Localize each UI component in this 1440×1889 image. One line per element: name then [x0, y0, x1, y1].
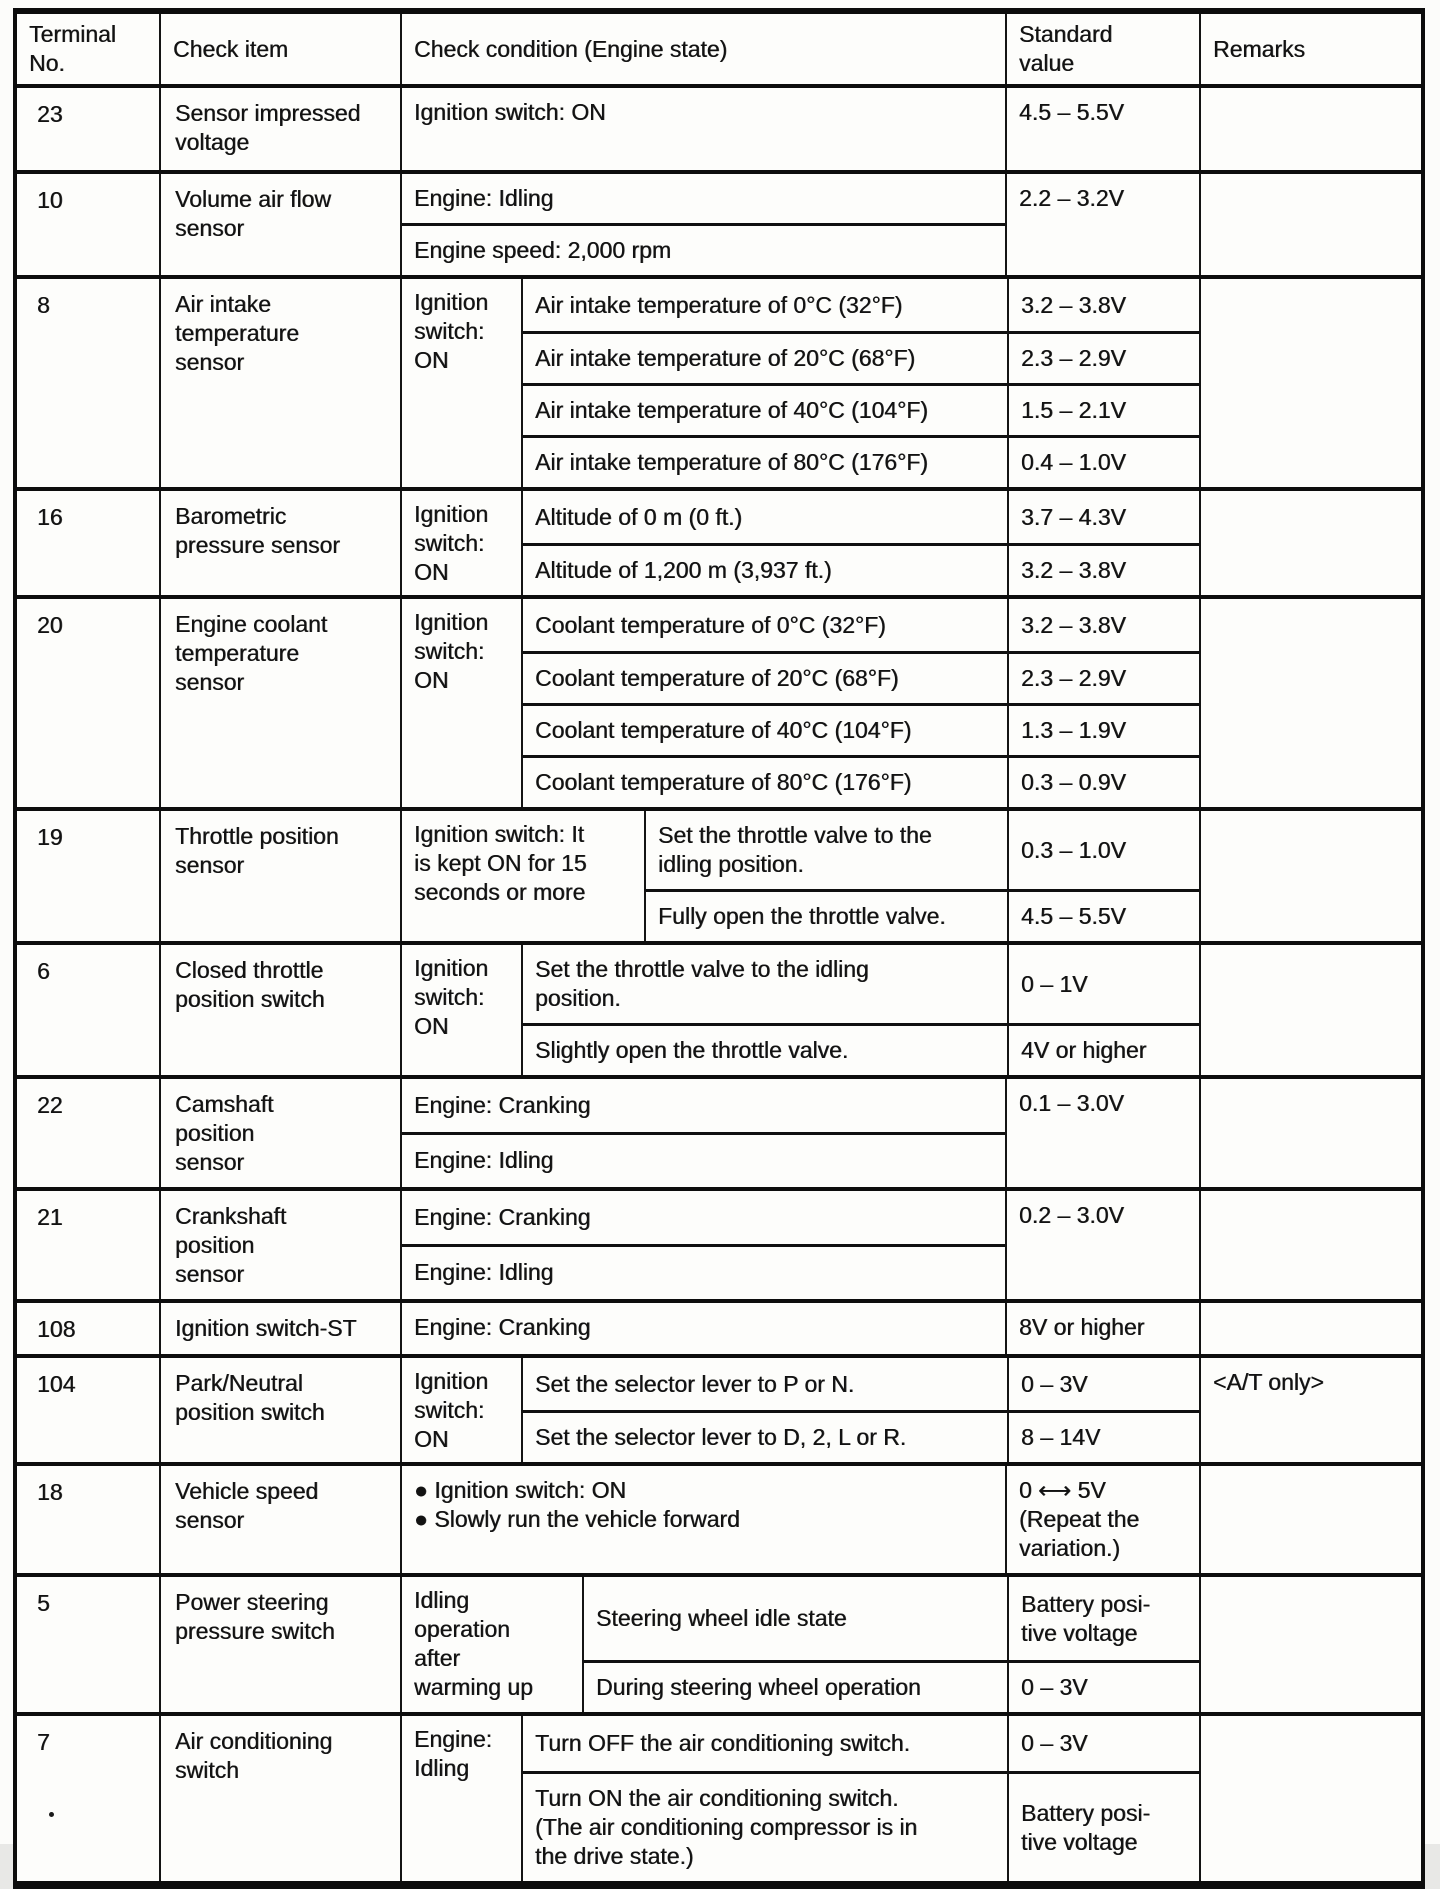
check-condition-cell: Set the selector lever to D, 2, L or R. — [521, 1410, 1007, 1462]
check-condition-cell: Altitude of 0 m (0 ft.) — [521, 491, 1007, 543]
remarks-cell — [1199, 599, 1421, 807]
check-item-cell: Air intake temperature sensor — [159, 279, 400, 487]
ignition-state-cell: Ignition switch: ON — [414, 955, 489, 1039]
table-row — [17, 595, 1421, 807]
remarks-cell — [1199, 1079, 1421, 1187]
ignition-state-cell: Ignition switch: ON — [414, 1368, 489, 1452]
check-condition-cell: Set the throttle valve to the idling position. — [644, 811, 1007, 889]
standard-value-cell: Battery posi- tive voltage — [1007, 1771, 1201, 1881]
check-condition-cell: Turn OFF the air conditioning switch. — [521, 1716, 1007, 1771]
check-condition-block — [400, 279, 1199, 487]
terminal-no-cell: 108 — [37, 1316, 76, 1342]
check-condition-block — [400, 1577, 1199, 1712]
check-condition-cell: Coolant temperature of 20°C (68°F) — [521, 651, 1007, 703]
check-condition-block — [400, 491, 1199, 595]
standard-value-cell: 3.2 – 3.8V — [1007, 543, 1201, 595]
remarks-cell — [1199, 279, 1421, 487]
check-condition-cell: During steering wheel operation — [582, 1660, 1007, 1712]
terminal-no-cell: 8 — [37, 292, 50, 318]
terminal-no-cell: 22 — [37, 1092, 63, 1118]
standard-value-cell: 0 – 1V — [1007, 945, 1201, 1023]
check-condition-cell: Fully open the throttle valve. — [644, 889, 1007, 941]
table-row — [17, 1712, 1421, 1881]
check-item-cell: Vehicle speed sensor — [159, 1466, 400, 1573]
check-item-cell: Volume air flow sensor — [159, 174, 400, 275]
engine-state-cell: Engine: Idling — [414, 1726, 493, 1782]
header-standard-value: Standard value — [1005, 14, 1199, 84]
header-check-condition: Check condition (Engine state) — [400, 14, 1005, 84]
check-condition-cell: Air intake temperature of 80°C (176°F) — [521, 435, 1007, 487]
check-condition-cell: Steering wheel idle state — [582, 1577, 1007, 1660]
terminal-no-cell: 6 — [37, 958, 50, 984]
check-condition-cell: ● Ignition switch: ON ● Slowly run the vehicle forward — [400, 1466, 1005, 1573]
remarks-cell — [1199, 1466, 1421, 1573]
header-remarks: Remarks — [1199, 14, 1421, 84]
table-row — [17, 1075, 1421, 1187]
ignition-state-cell: Ignition switch: ON — [414, 501, 489, 585]
check-condition-cell: Engine: Cranking — [414, 1203, 591, 1230]
terminal-voltage-table — [13, 8, 1425, 1889]
standard-value-cell: 2.3 – 2.9V — [1007, 331, 1201, 383]
terminal-no-cell: 23 — [37, 101, 63, 127]
standard-value-cell: 3.7 – 4.3V — [1007, 491, 1201, 543]
check-condition-cell: Air intake temperature of 20°C (68°F) — [521, 331, 1007, 383]
check-condition-cell: Air intake temperature of 40°C (104°F) — [521, 383, 1007, 435]
remarks-cell: <A/T only> — [1199, 1358, 1421, 1462]
standard-value-cell: 0.1 – 3.0V — [1005, 1079, 1199, 1187]
remarks-cell — [1199, 811, 1421, 941]
check-item-cell: Closed throttle position switch — [159, 945, 400, 1075]
table-row — [17, 807, 1421, 941]
remarks-cell — [1199, 491, 1421, 595]
terminal-no-cell: 18 — [37, 1479, 63, 1505]
terminal-no-cell: 21 — [37, 1204, 63, 1230]
check-item-cell: Throttle position sensor — [159, 811, 400, 941]
terminal-no-cell: 5 — [37, 1590, 50, 1616]
standard-value-cell: 0 ⟷ 5V (Repeat the variation.) — [1005, 1466, 1199, 1573]
engine-state-cell: Idling operation after warming up — [414, 1587, 533, 1700]
check-condition-cell: Engine: Idling — [402, 1132, 1005, 1188]
standard-value-cell: 8V or higher — [1005, 1303, 1199, 1354]
check-item-cell: Crankshaft position sensor — [159, 1191, 400, 1299]
ignition-state-cell: Ignition switch: ON — [414, 609, 489, 693]
remarks-cell — [1199, 1577, 1421, 1712]
table-row — [17, 170, 1421, 275]
header-terminal-no: Terminal No. — [29, 21, 116, 76]
table-row — [17, 941, 1421, 1075]
standard-value-cell: 1.3 – 1.9V — [1007, 703, 1201, 755]
table-row — [17, 1573, 1421, 1712]
header-check-item: Check item — [159, 14, 400, 84]
check-condition-block — [400, 811, 1199, 941]
standard-value-cell: 3.2 – 3.8V — [1007, 279, 1201, 331]
check-item-cell: Engine coolant temperature sensor — [159, 599, 400, 807]
standard-value-cell: 0 – 3V — [1007, 1358, 1201, 1410]
terminal-no-cell: 19 — [37, 824, 63, 850]
standard-value-cell: 4V or higher — [1007, 1023, 1201, 1075]
standard-value-cell: 0 – 3V — [1007, 1716, 1201, 1771]
standard-value-cell: 3.2 – 3.8V — [1007, 599, 1201, 651]
standard-value-cell: Battery posi- tive voltage — [1007, 1577, 1201, 1660]
remarks-cell — [1199, 1303, 1421, 1354]
remarks-cell — [1199, 1191, 1421, 1299]
check-condition-cell: Coolant temperature of 0°C (32°F) — [521, 599, 1007, 651]
check-item-cell: Ignition switch-ST — [159, 1303, 400, 1354]
standard-value-cell: 8 – 14V — [1007, 1410, 1201, 1462]
check-item-cell: Power steering pressure switch — [159, 1577, 400, 1712]
check-condition-block — [400, 1358, 1199, 1462]
check-condition-block — [400, 1716, 1199, 1881]
standard-value-cell: 2.3 – 2.9V — [1007, 651, 1201, 703]
table-header-row — [17, 14, 1421, 84]
table-row — [17, 1354, 1421, 1462]
check-condition-stack — [400, 1191, 1005, 1299]
table-row — [17, 84, 1421, 170]
check-condition-cell: Turn ON the air conditioning switch. (The air conditioning compressor is in the drive state.) — [521, 1771, 1007, 1881]
check-condition-cell: Engine: Cranking — [414, 1091, 591, 1118]
check-condition-cell: Coolant temperature of 40°C (104°F) — [521, 703, 1007, 755]
standard-value-cell: 0.4 – 1.0V — [1007, 435, 1201, 487]
check-condition-cell: Altitude of 1,200 m (3,937 ft.) — [521, 543, 1007, 595]
table-row — [17, 1462, 1421, 1573]
standard-value-cell: 0.2 – 3.0V — [1005, 1191, 1199, 1299]
check-item-cell: Sensor impressed voltage — [159, 88, 400, 170]
terminal-no-cell: 10 — [37, 187, 63, 213]
check-condition-cell: Set the throttle valve to the idling position. — [521, 945, 1007, 1023]
remarks-cell — [1199, 88, 1421, 170]
standard-value-cell: 4.5 – 5.5V — [1007, 889, 1201, 941]
table-row — [17, 487, 1421, 595]
check-condition-cell: Engine: Idling — [402, 1244, 1005, 1300]
check-condition-cell: Air intake temperature of 0°C (32°F) — [521, 279, 1007, 331]
standard-value-cell: 0.3 – 1.0V — [1007, 811, 1201, 889]
check-item-cell: Park/Neutral position switch — [159, 1358, 400, 1462]
check-condition-stack — [400, 174, 1005, 275]
standard-value-cell: 4.5 – 5.5V — [1005, 88, 1199, 170]
ignition-state-cell: Ignition switch: ON — [414, 289, 489, 373]
standard-value-cell: 0.3 – 0.9V — [1007, 755, 1201, 807]
remarks-cell — [1199, 1716, 1421, 1881]
check-condition-cell: Engine: Cranking — [400, 1303, 1005, 1354]
terminal-no-cell: 20 — [37, 612, 63, 638]
check-condition-cell: Engine speed: 2,000 rpm — [402, 223, 1005, 275]
check-condition-stack — [400, 1079, 1005, 1187]
check-condition-block — [400, 599, 1199, 807]
check-item-cell: Camshaft position sensor — [159, 1079, 400, 1187]
table-row — [17, 1187, 1421, 1299]
terminal-no-cell: 16 — [37, 504, 63, 530]
terminal-no-cell: 7 — [37, 1729, 50, 1756]
remarks-cell — [1199, 945, 1421, 1075]
check-item-cell: Air conditioning switch — [159, 1716, 400, 1881]
check-condition-cell: Coolant temperature of 80°C (176°F) — [521, 755, 1007, 807]
remarks-cell — [1199, 174, 1421, 275]
table-row — [17, 1299, 1421, 1354]
standard-value-cell: 1.5 – 2.1V — [1007, 383, 1201, 435]
scan-artifact-dot — [49, 1812, 54, 1817]
ignition-state-cell: Ignition switch: It is kept ON for 15 seconds or more — [414, 821, 587, 905]
check-condition-cell: Slightly open the throttle valve. — [521, 1023, 1007, 1075]
standard-value-cell: 2.2 – 3.2V — [1005, 174, 1199, 275]
check-condition-cell: Set the selector lever to P or N. — [521, 1358, 1007, 1410]
terminal-no-cell: 104 — [37, 1371, 76, 1397]
standard-value-cell: 0 – 3V — [1007, 1660, 1201, 1712]
table-row — [17, 275, 1421, 487]
check-condition-block — [400, 945, 1199, 1075]
check-condition-cell: Ignition switch: ON — [400, 88, 1005, 170]
check-condition-cell: Engine: Idling — [414, 185, 554, 211]
check-item-cell: Barometric pressure sensor — [159, 491, 400, 595]
